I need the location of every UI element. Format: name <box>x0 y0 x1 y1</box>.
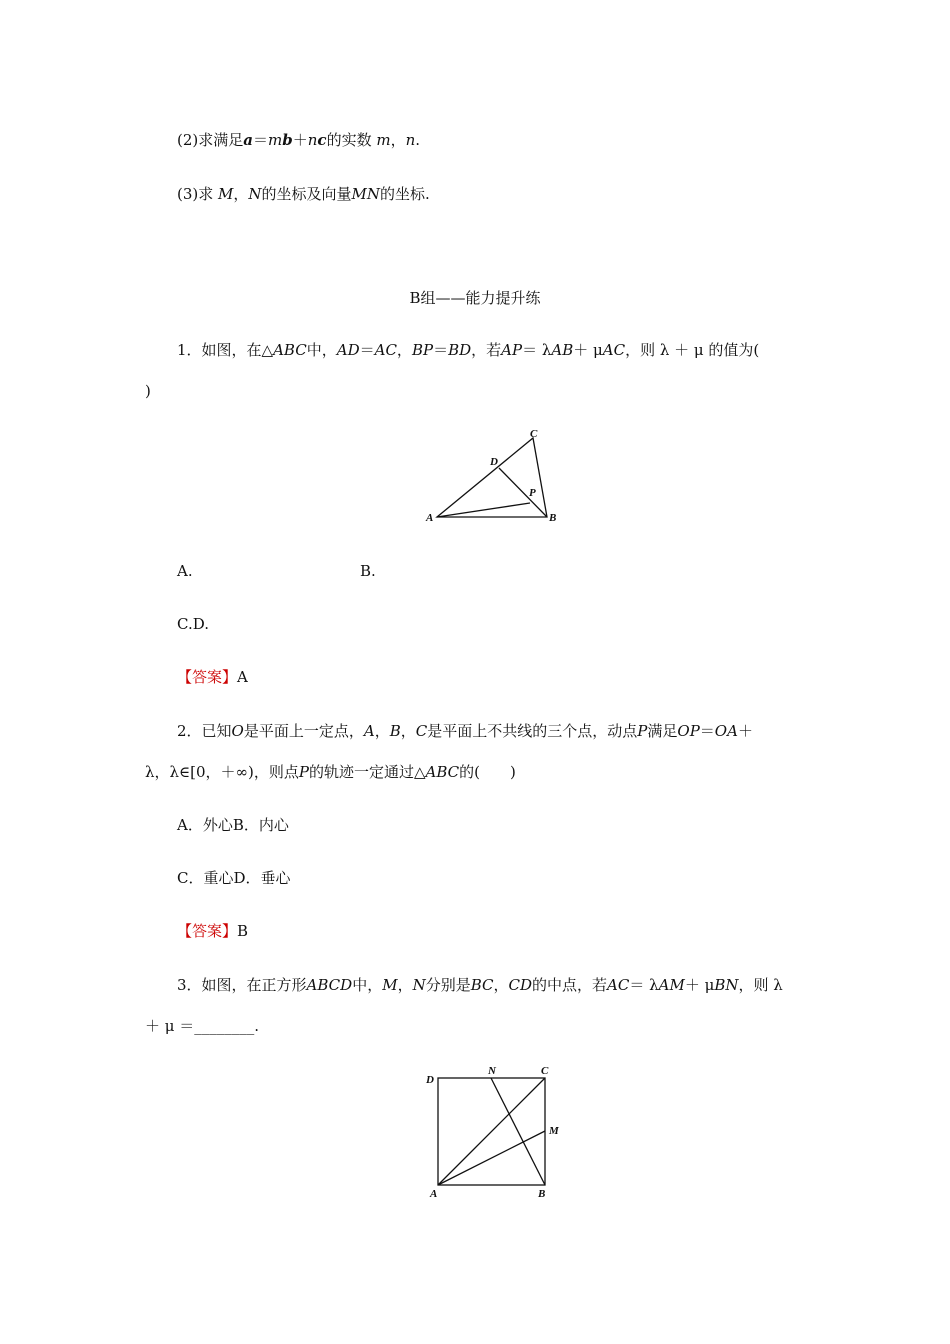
label-c: C <box>541 1065 549 1077</box>
option-a: A. <box>177 562 193 580</box>
section-heading: B组——能力提升练 <box>409 289 541 307</box>
answer-value: B <box>237 922 249 940</box>
label-b: B <box>538 1188 546 1200</box>
answer-2 <box>177 921 248 941</box>
segment-am <box>438 1131 545 1185</box>
label-m: M <box>549 1125 559 1137</box>
problem-3-line-1: 3．如图，在正方形ABCD中，M，N分别是BC，CD的中点，若AC＝ λAM＋ μBN，则 λ <box>177 976 783 994</box>
label-d: D <box>490 456 498 468</box>
segment-bn <box>491 1078 545 1185</box>
option-cd: C.D. <box>177 615 209 633</box>
question-2-line: (2)求满足a＝mb＋nc的实数 m，n. <box>177 131 421 149</box>
problem-1-line-1: 1．如图，在△ABC中，AD＝AC，BP＝BD，若AP＝ λAB＋ μAC，则 λ ＋ μ 的值为( <box>177 341 760 359</box>
answer-tag: 【答案】 <box>177 922 238 940</box>
square-figure <box>420 1060 570 1205</box>
problem-1-line-2: ) <box>145 382 151 400</box>
label-b: B <box>549 512 557 524</box>
options-cd: C．重心D．垂心 <box>177 869 291 887</box>
label-d: D <box>426 1074 434 1086</box>
options-ab: A．外心B．内心 <box>177 816 289 834</box>
problem-3-line-2: ＋ μ ＝________. <box>145 1017 260 1035</box>
triangle-figure <box>420 425 570 525</box>
triangle-abc <box>437 438 547 517</box>
label-a: A <box>430 1188 438 1200</box>
problem-2-line-2: λ，λ∈[0，＋∞)，则点P的轨迹一定通过△ABC的( ) <box>145 763 516 781</box>
answer-1 <box>177 667 248 687</box>
label-c: C <box>530 428 538 440</box>
label-n: N <box>488 1065 496 1077</box>
answer-value: A <box>237 668 248 686</box>
question-3-line: (3)求 M，N的坐标及向量MN的坐标. <box>177 185 430 203</box>
label-p: P <box>529 487 536 499</box>
answer-tag: 【答案】 <box>177 668 238 686</box>
option-b: B. <box>360 562 376 580</box>
label-a: A <box>426 512 434 524</box>
diagonal-ac <box>438 1078 545 1185</box>
problem-2-line-1: 2．已知O是平面上一定点，A，B，C是平面上不共线的三个点，动点P满足OP＝OA＋ <box>177 722 753 740</box>
